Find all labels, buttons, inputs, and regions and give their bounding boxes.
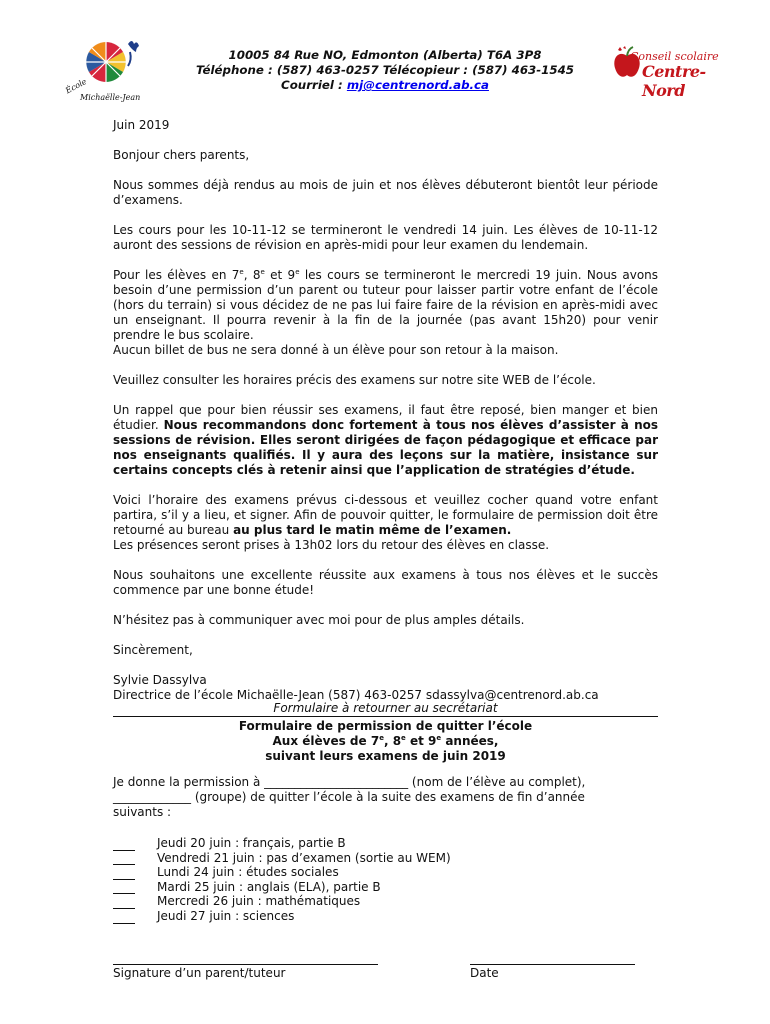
- signature-line[interactable]: [113, 964, 378, 965]
- exam-checkbox[interactable]: [113, 896, 135, 909]
- exam-checkbox[interactable]: [113, 867, 135, 880]
- exam-label: Mercredi 26 juin : mathématiques: [157, 894, 361, 909]
- email-line: [150, 78, 620, 93]
- exam-checkbox[interactable]: [113, 852, 135, 865]
- form-title-line1: Formulaire de permission de quitter l’école: [238, 719, 533, 733]
- paragraph-2: Les cours pour les 10-11-12 se termineront le vendredi 14 juin. Les élèves de 10-11-12 auront des sessions de révision en après-midi pour leur examen du lendemain.: [113, 223, 658, 252]
- form-title-text-c: et 9: [405, 734, 437, 748]
- form-heading: [113, 719, 658, 764]
- paragraph-3-bus: Aucun billet de bus ne sera donné à un élève pour son retour à la maison.: [113, 343, 559, 357]
- form-title-line3: suivant leurs examens de juin 2019: [265, 749, 506, 763]
- letter-body: [113, 118, 658, 718]
- phone-line: Téléphone : (587) 463-0257 Télécopieur : (587) 463-1545: [195, 63, 574, 77]
- board-logo: [612, 42, 724, 100]
- school-logo-icon: [60, 32, 152, 104]
- form-title-sup-1: e: [379, 734, 384, 742]
- p6-text: Voici l’horaire des examens prévus ci-dessous et veuillez cocher quand votre enfant partira, s’il y a lieu, et signer. Afin de pouvoir quitter, le formulaire de permission doit être retourné au bureau: [113, 493, 658, 537]
- form-title-sup-2: e: [401, 734, 406, 742]
- signature-label: Signature d’un parent/tuteur: [113, 966, 286, 980]
- form-title-text-a: Aux élèves de 7: [272, 734, 380, 748]
- date-line[interactable]: [470, 964, 635, 965]
- exam-row: [113, 851, 451, 866]
- form-title-text-d: années,: [441, 734, 499, 748]
- permission-statement: [113, 775, 658, 820]
- form-title-sup-3: e: [436, 734, 442, 742]
- paragraph-6-attendance: Les présences seront prises à 13h02 lors du retour des élèves en classe.: [113, 538, 550, 552]
- p5-bold-text: Nous recommandons donc fortement à tous nos élèves d’assister à nos sessions de révision. Elles seront dirigées de façon pédagogique et efficace par nos enseignants qualifiés. Il y aura des leçons sur la matière, insistance sur certains concepts clés à retenir ainsi que l’application de stratégies d’étude.: [113, 418, 658, 477]
- paragraph-8: N’hésitez pas à communiquer avec moi pour de plus amples détails.: [113, 613, 525, 627]
- exam-row: [113, 880, 451, 895]
- p3-text-d: les cours se termineront le mercredi 19 juin. Nous avons besoin d’une permission d’un parent ou tuteur pour laisser partir votre enfant de l’école (hors du terrain) si vous décidez de ne pas lui faire faire de la révision en après-midi avec un enseignant. Il pourra revenir à la fin de la journée (pas avant 15h20) pour venir prendre le bus scolaire.: [113, 268, 659, 342]
- board-logo-line2: Centre-Nord: [642, 62, 706, 100]
- exam-checkbox[interactable]: [113, 881, 135, 894]
- p3-text-c: et 9: [264, 268, 296, 282]
- exam-label: Jeudi 20 juin : français, partie B: [157, 836, 346, 850]
- signer-name: Sylvie Dassylva: [113, 673, 207, 687]
- exam-label: Lundi 24 juin : études sociales: [157, 865, 339, 880]
- svg-text:École: École: [64, 76, 89, 96]
- exam-row: [113, 836, 451, 851]
- p3-text-a: Pour les élèves en 7: [113, 268, 240, 282]
- p3-sup-2: e: [260, 268, 265, 276]
- paragraph-1: Nous sommes déjà rendus au mois de juin et nos élèves débuteront bientôt leur période d’examens.: [113, 178, 658, 207]
- date-label: Date: [470, 966, 499, 980]
- p6-bold-text: au plus tard le matin même de l’examen.: [233, 523, 512, 537]
- exam-label: Vendredi 21 juin : pas d’examen (sortie au WEM): [157, 850, 451, 865]
- exam-label: Mardi 25 juin : anglais (ELA), partie B: [157, 879, 381, 894]
- exam-checkbox[interactable]: [113, 911, 135, 924]
- form-return-note: Formulaire à retourner au secrétariat: [273, 701, 498, 715]
- exam-row: [113, 865, 451, 880]
- email-link[interactable]: mj@centrenord.ab.ca: [346, 78, 489, 92]
- school-address-header: [150, 48, 620, 93]
- permission-line-1[interactable]: Je donne la permission à ________________________ (nom de l’élève au complet),: [113, 775, 586, 789]
- exam-row: [113, 894, 451, 909]
- form-title-text-b: , 8: [383, 734, 402, 748]
- email-label: Courriel :: [281, 78, 347, 92]
- signer-title: Directrice de l’école Michaëlle-Jean (587) 463-0257 sdassylva@centrenord.ab.ca: [113, 688, 599, 702]
- paragraph-5: [113, 403, 658, 478]
- board-logo-line1: Conseil scolaire: [630, 50, 719, 63]
- address-line: 10005 84 Rue NO, Edmonton (Alberta) T6A 3P8: [228, 48, 542, 62]
- paragraph-4: Veuillez consulter les horaires précis des examens sur notre site WEB de l’école.: [113, 373, 596, 387]
- form-divider: [113, 716, 658, 717]
- form-title-line2: [113, 734, 658, 749]
- letter-date: Juin 2019: [113, 118, 170, 132]
- p3-sup-3: e: [295, 268, 300, 276]
- letter-greeting: Bonjour chers parents,: [113, 148, 250, 162]
- p3-text-b: , 8: [243, 268, 261, 282]
- p3-sup-1: e: [239, 268, 244, 276]
- paragraph-7: Nous souhaitons une excellente réussite aux examens à tous nos élèves et le succès commence par une bonne étude!: [113, 568, 658, 597]
- letter-closing: Sincèrement,: [113, 643, 193, 657]
- paragraph-3: [113, 268, 658, 343]
- permission-line-3: suivants :: [113, 805, 172, 819]
- exam-checkbox[interactable]: [113, 838, 135, 851]
- svg-text:Michaëlle-Jean: Michaëlle-Jean: [80, 93, 141, 102]
- permission-line-2[interactable]: _____________ (groupe) de quitter l’école à la suite des examens de fin d’année: [113, 790, 585, 804]
- paragraph-6: [113, 493, 658, 538]
- exam-checklist: [113, 836, 451, 924]
- exam-label: Jeudi 27 juin : sciences: [157, 908, 295, 923]
- p5-text: Un rappel que pour bien réussir ses examens, il faut être reposé, bien manger et bien étudier.: [113, 403, 658, 432]
- exam-row: [113, 909, 451, 924]
